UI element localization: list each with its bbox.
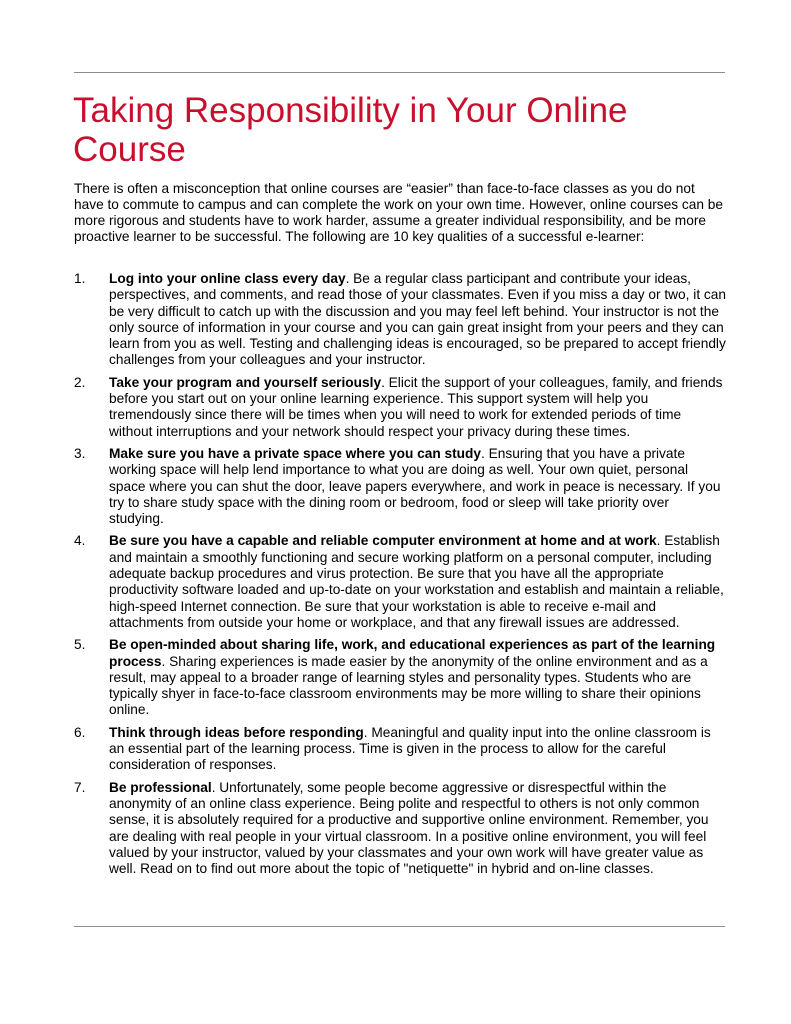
qualities-list bbox=[74, 271, 726, 883]
item-heading: Log into your online class every day bbox=[109, 271, 346, 286]
item-text: . Meaningful and quality input into the online classroom is an essential part of the learning process. Time is given in the process to allow for the careful consideration of responses. bbox=[109, 724, 711, 773]
list-item-5 bbox=[74, 637, 726, 718]
list-item-3 bbox=[74, 446, 726, 527]
list-item-7 bbox=[74, 780, 726, 878]
item-heading: Be sure you have a capable and reliable computer environment at home and at work bbox=[109, 533, 657, 549]
list-item-1 bbox=[74, 271, 726, 369]
item-text: . Sharing experiences is made easier by the anonymity of the online environment and as a result, may appeal to a broader range of learning styles and personality types. Students who are typically shyer in face-to-face classroom environments may be more willing to share their opinions online. bbox=[109, 653, 708, 718]
item-heading: Take your program and yourself seriously bbox=[109, 374, 382, 390]
item-heading: Be professional bbox=[109, 779, 212, 795]
intro-paragraph: There is often a misconception that online courses are “easier” than face-to-face classes as you do not have to commute to campus and can complete the work on your own time. However, online courses can be more rigorous and students have to work harder, assume a greater individual responsibility, and be more proactive learner to be successful. The following are 10 key qualities of a successful e-learner: bbox=[74, 181, 723, 244]
item-number: 2. bbox=[74, 374, 86, 390]
item-text: . Elicit the support of your colleagues, family, and friends before you start out on your online learning experience. This support system will help you tremendously since there will be times when you will need to work for extended periods of time without interruptions and your network should respect your privacy during these times. bbox=[109, 374, 723, 439]
item-number: 3. bbox=[74, 445, 86, 461]
page-title: Taking Responsibility in Your Online Course bbox=[73, 91, 628, 169]
item-number: 5. bbox=[74, 637, 86, 653]
item-text: . Unfortunately, some people become aggressive or disrespectful within the anonymity of an online class experience. Being polite and respectful to others is not only common sense, it is absolutely required for a productive and supportive online environment. Remember, you are dealing with real people in your virtual classroom. In a positive online environment, you will feel valued by your instructor, valued by your classmates and your own work will have greater value as well. Read on to find out more about the topic of "netiquette" in hybrid and on-line classes. bbox=[109, 779, 709, 877]
item-number: 4. bbox=[74, 533, 86, 549]
item-number: 6. bbox=[74, 724, 86, 740]
item-text: . Be a regular class participant and contribute your ideas, perspectives, and comments, and read those of your classmates. Even if you miss a day or two, it can be very difficult to catch up with the discussion and you may feel left behind. Your instructor is not the only source of information in your course and you can gain great insight from your peers and they can learn from you as well. Testing and challenging ideas is encouraged, so be prepared to accept friendly challenges from your colleagues and your instructor. bbox=[109, 271, 726, 368]
bottom-divider bbox=[74, 926, 725, 927]
top-divider bbox=[74, 72, 725, 73]
item-number: 7. bbox=[74, 779, 86, 795]
list-item-2 bbox=[74, 375, 726, 440]
list-item-6 bbox=[74, 725, 726, 774]
item-heading: Make sure you have a private space where you can study bbox=[109, 445, 482, 461]
item-text: . Ensuring that you have a private working space will help lend importance to what you are doing as well. Your own quiet, personal space where you can shut the door, leave papers everywhere, and work in peace is necessary. If you try to share study space with the dining room or bedroom, food or sleep will take priority over studying. bbox=[109, 445, 721, 527]
item-text: . Establish and maintain a smoothly functioning and secure working platform on a personal computer, including adequate backup procedures and virus protection. Be sure that you have all the appropriate productivity software loaded and up-to-date on your workstation and establish and maintain a reliable, high-speed Internet connection. Be sure that your workstation is able to receive e-mail and attachments from outside your home or workplace, and that any firewall issues are addressed. bbox=[109, 533, 724, 630]
item-heading: Think through ideas before responding bbox=[109, 724, 364, 740]
item-heading: Be open-minded about sharing life, work, and educational experiences as part of the learning process bbox=[109, 637, 716, 669]
list-item-4 bbox=[74, 533, 726, 631]
item-number: 1. bbox=[74, 271, 86, 286]
